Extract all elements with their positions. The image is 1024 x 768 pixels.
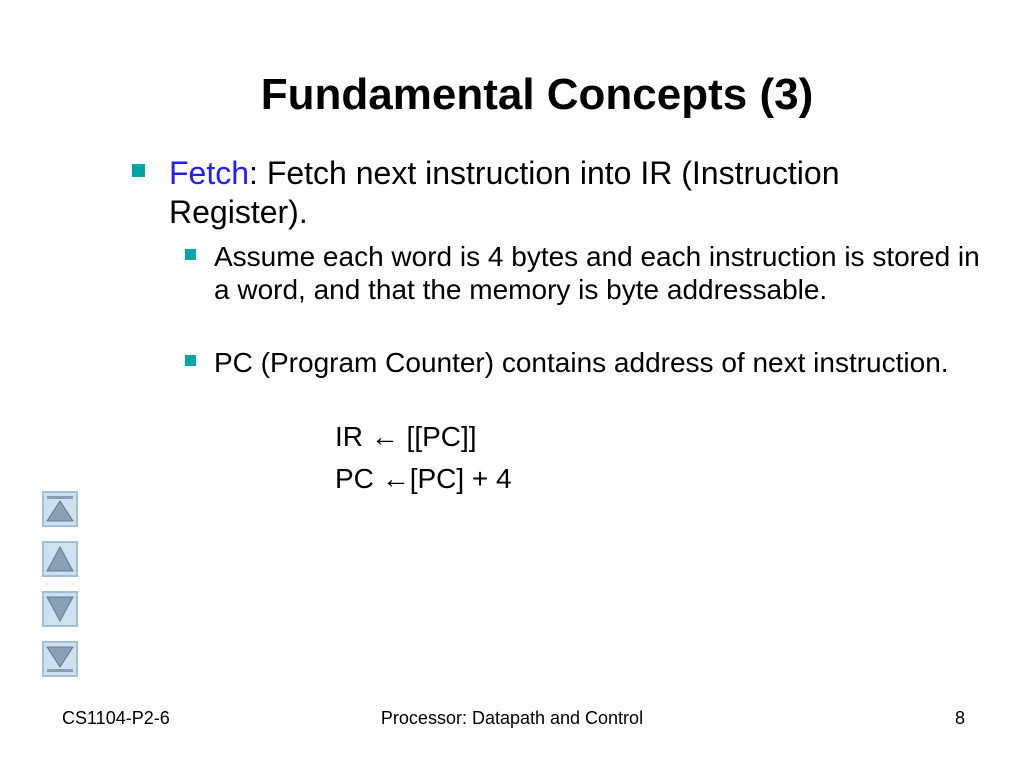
- formula-pc-increment: [335, 462, 512, 495]
- square-bullet-icon: [185, 355, 196, 366]
- bullet-fetch-text: [169, 154, 849, 232]
- page-number: 8: [954, 708, 965, 728]
- last-slide-button[interactable]: [42, 641, 78, 677]
- previous-slide-button[interactable]: [42, 541, 78, 577]
- footer-course-code: CS1104-P2-6: [62, 708, 170, 728]
- formula-lhs: PC: [335, 463, 374, 494]
- footer-topic: Processor: Datapath and Control: [380, 708, 644, 728]
- first-slide-icon: [44, 493, 76, 525]
- next-slide-icon: [44, 593, 76, 625]
- formula-lhs: IR: [335, 421, 363, 452]
- square-bullet-icon: [185, 249, 196, 260]
- previous-slide-icon: [44, 543, 76, 575]
- formula-ir-fetch: [335, 420, 477, 453]
- left-arrow-icon: ←: [381, 463, 410, 494]
- first-slide-button[interactable]: [42, 491, 78, 527]
- formula-rhs: [PC] + 4: [409, 463, 512, 494]
- last-slide-icon: [44, 643, 76, 675]
- sub-bullet-text: PC (Program Counter) contains address of next instruction.: [214, 347, 949, 378]
- slide-title: Fundamental Concepts (3): [260, 70, 814, 119]
- left-arrow-icon: ←: [370, 421, 399, 452]
- formula-rhs: [[PC]]: [398, 421, 477, 452]
- sub-bullet-text: Assume each word is 4 bytes and each instruction is stored in a word, and that the memory is byte addressable.: [214, 241, 980, 305]
- next-slide-button[interactable]: [42, 591, 78, 627]
- bullet-fetch-body: : Fetch next instruction into IR (Instruction Register).: [169, 155, 840, 230]
- square-bullet-icon: [132, 164, 145, 177]
- keyword-fetch: Fetch: [169, 155, 250, 191]
